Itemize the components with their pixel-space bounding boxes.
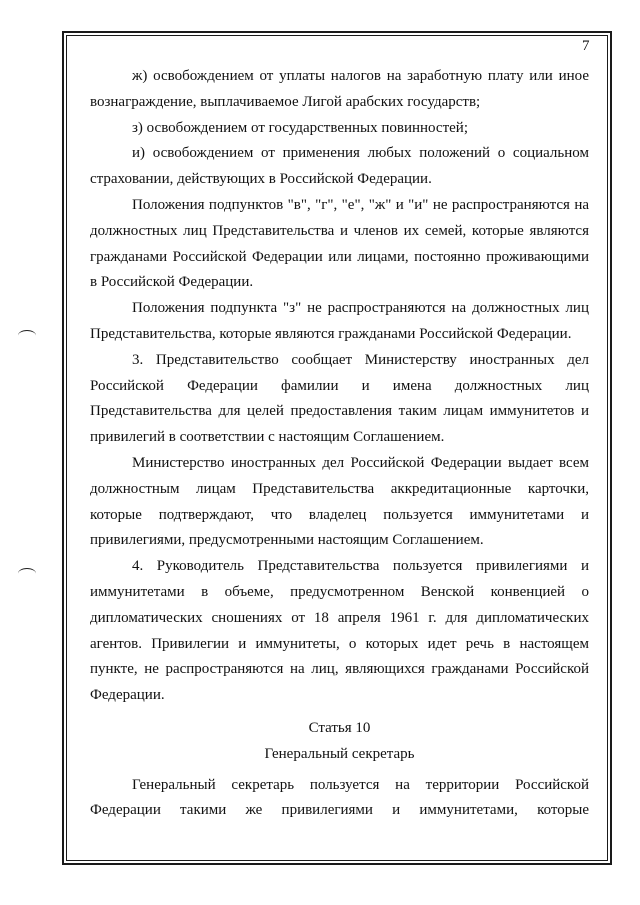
page-number: 7 (582, 38, 590, 54)
article-number: Статья 10 (308, 719, 371, 736)
document-body (90, 64, 589, 824)
paragraph-point-4: 4. Руководитель Представительства пользуется привилегиями и иммунитетами в объеме, предусмотренном Венской конвенцией о дипломатических сношениях от 18 апреля 1961 г. для дипломатических агентов. Привилегии и иммунитеты, о которых идет речь в настоящем пункте, не распространяются на лиц, являющихся гражданами Российской Федерации. (90, 558, 589, 704)
paragraph-item-z: з) освобождением от государственных повинностей; (132, 119, 468, 136)
article-paragraph: Генеральный секретарь пользуется на территории Российской Федерации такими же привилегиями и иммунитетами, которые (90, 776, 589, 819)
paragraph-exception-z: Положения подпункта "з" не распространяются на должностных лиц Представительства, которые являются гражданами Российской Федерации. (90, 300, 589, 342)
binder-hole-mark (18, 330, 36, 341)
paragraph-accreditation-cards: Министерство иностранных дел Российской Федерации выдает всем должностным лицам Представительства аккредитационные карточки, которые подтверждают, что владелец пользуется иммунитетами и привилегиями, предусмотренными настоящим Соглашением. (90, 454, 589, 549)
paragraph-item-i: и) освобождением от применения любых положений о социальном страховании, действующих в Российской Федерации. (90, 145, 589, 188)
article-title: Генеральный секретарь (264, 745, 415, 762)
paragraph-point-3: 3. Представительство сообщает Министерству иностранных дел Российской Федерации фамилии и имена должностных лиц Представительства для целей предоставления таким лицам иммунитетов и привилегий в соответствии с настоящим Соглашением. (90, 351, 589, 446)
binder-hole-mark (18, 568, 36, 579)
paragraph-exceptions-citizens: Положения подпунктов "в", "г", "е", "ж" и "и" не распространяются на должностных лиц Представительства и членов их семей, которые являются гражданами Российской Федерации или лицами, постоянно проживающими в Российской Федерации. (90, 196, 589, 291)
paragraph-item-zh: ж) освобождением от уплаты налогов на заработную плату или иное вознаграждение, выплачиваемое Лигой арабских государств; (90, 68, 589, 110)
